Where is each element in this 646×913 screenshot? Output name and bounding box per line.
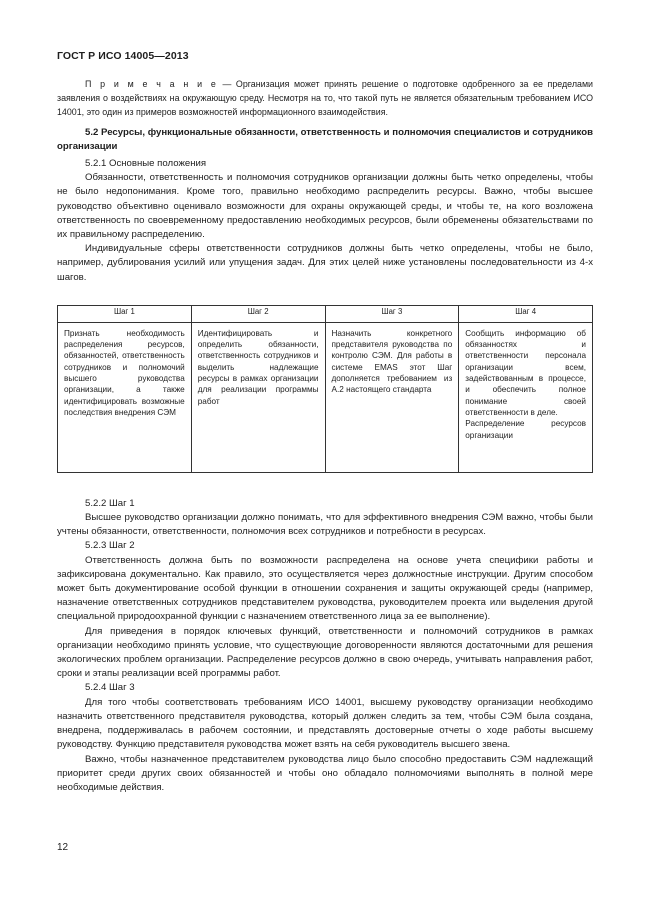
table-cell-step-4 (459, 322, 593, 472)
table-cell-step-4-text: Сообщить информацию об обязанностях и ответственности персонала организации всем, задействованным в процессе, и обеспечить полное понимание своей ответственности в деле. (465, 328, 586, 417)
page-number: 12 (57, 842, 69, 853)
paragraph-5-2-3-b: Для приведения в порядок ключевых функций, ответственности и полномочий сотрудников в рамках организации необходимо принять условие, что существующие договоренности являются достаточными для решения экологических проблем организации. Распределение ресурсов должно в свою очередь, учитывать направления работ, сроки и этапы реализации всей программы работ. (57, 625, 593, 680)
table-cell-step-4-extra: Распределение ресурсов организации (465, 419, 586, 440)
note-label: П р и м е ч а н и е (85, 79, 218, 89)
table-cell-step-1: Признать необходимость распределения ресурсов, обязанностей, ответственность сотрудников и полномочий высшего руководства организации, а также идентифицировать возможные последствия внедрения СЭМ (58, 322, 192, 472)
document-body (57, 77, 593, 795)
paragraph-5-2-4-b: Важно, чтобы назначенное представителем руководства лицо было способно предоставить СЭМ надлежащий приоритет среди других своих обязанностей и чтобы оно обладало полномочиями выполнять в полной мере необходимые действия. (57, 753, 593, 793)
paragraph-5-2-1-a: Обязанности, ответственность и полномочия сотрудников организации должны быть четко определены, чтобы не было недопонимания. Кроме того, правильно необходимо распределить ресурсы. Важно, чтобы высшее руководство объективно оценивало возможности для охраны окружающей среды, и чтобы те, на кого возложена ответственность по своевременному предоставлению необходимых ресурсов, были обременены обязательствами по их правильному распределению. (57, 172, 593, 241)
steps-table (57, 305, 593, 473)
steps-table-row (58, 322, 593, 472)
table-header-step-3: Шаг 3 (325, 305, 459, 322)
table-header-step-4: Шаг 4 (459, 305, 593, 322)
table-cell-step-2: Идентифицировать и определить обязанности, ответственность сотрудников и выделить надлежащие ресурсы в рамках организации для реализации программы работ (191, 322, 325, 472)
note-text: — Организация может принять решение о подготовке одобренного за ее пределами заявления о воздействиях на окружающую среду. Несмотря на то, что такой путь не является обязательным требованием ИСО 14001, это один из примеров возможностей информационного взаимодействия. (57, 79, 594, 118)
subsection-title-5-2-4: 5.2.4 Шаг 3 (85, 682, 135, 694)
paragraph-5-2-3-a: Ответственность должна быть по возможности распределена на основе учета специфики работы и зафиксирована документально. Как правило, это осуществляется через должностные инструкции. Другим способом может быть документирование особой функции в отношении сохранения и защиты окружающей среды (например, назначение ответственных сотрудников представителем руководства, руководителем проекта или выделения другой специальной природоохранной функции с назначением ответственного лица за ее выполнение). (57, 554, 593, 623)
section-heading: 5.2 Ресурсы, функциональные обязанности, ответственность и полномочия специалистов и сотрудников организации (57, 126, 593, 152)
table-cell-step-3: Назначить конкретного представителя руководства по контролю СЭМ. Для работы в системе EMAS этот Шаг дополняется требованием из А.2 настоящего стандарта (325, 322, 459, 472)
subsection-title-5-2-3: 5.2.3 Шаг 2 (85, 540, 135, 552)
table-header-step-2: Шаг 2 (191, 305, 325, 322)
paragraph-5-2-2: Высшее руководство организации должно понимать, что для эффективного внедрения СЭМ важно, чтобы были учтены обязанности, ответственности, полномочия всех сотрудников и потребности в ресурсах. (57, 512, 593, 538)
note-paragraph (57, 77, 593, 120)
steps-table-header-row (58, 305, 593, 322)
document-header: ГОСТ Р ИСО 14005—2013 (57, 50, 189, 62)
paragraph-5-2-1-b: Индивидуальные сферы ответственности сотрудников должны быть четко определены, чтобы не было, например, дублирования усилий или упущения задач. Для этих целей ниже установлены последовательности из 4-х шагов. (57, 243, 593, 283)
subsection-title-5-2-1: 5.2.1 Основные положения (85, 158, 207, 170)
table-header-step-1: Шаг 1 (58, 305, 192, 322)
paragraph-5-2-4-a: Для того чтобы соответствовать требованиям ИСО 14001, высшему руководству организации необходимо назначить ответственного представителя руководства, который должен следить за тем, чтобы СЭМ была создана, внедрена, поддерживалась в рабочем состоянии, и представлять достоверные отчеты о ходе работы высшему руководству. Функцию представителя руководства может взять на себя руководитель высшего звена. (57, 696, 593, 751)
subsection-title-5-2-2: 5.2.2 Шаг 1 (85, 497, 135, 509)
